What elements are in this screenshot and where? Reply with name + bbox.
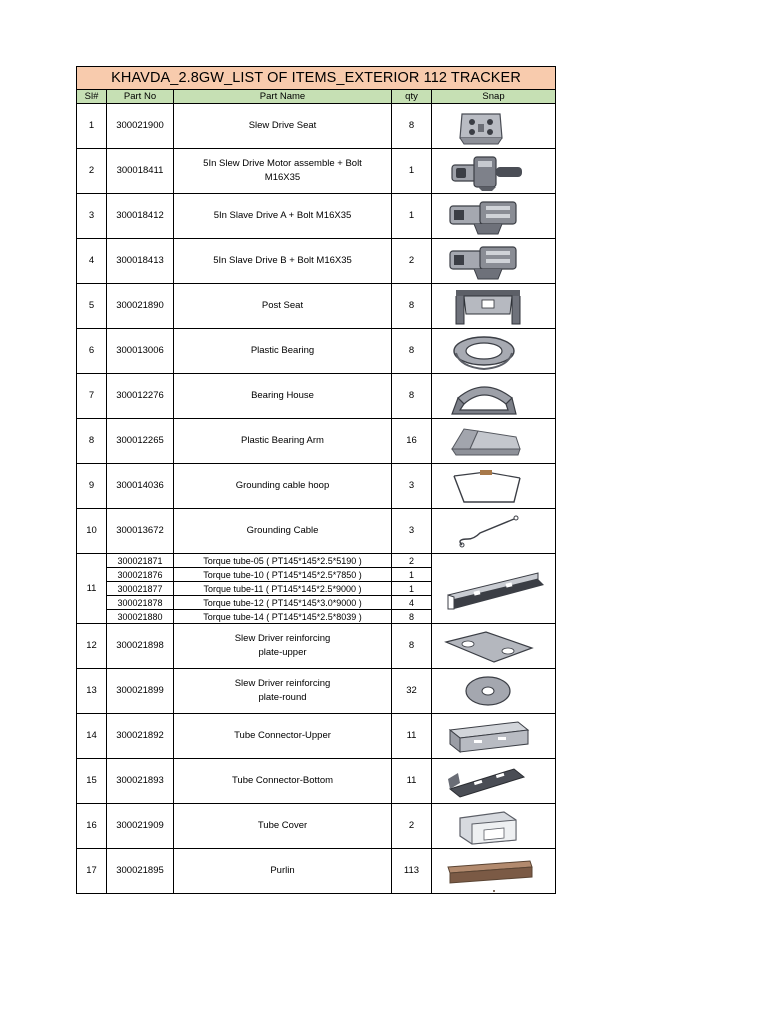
qty-cell: 8 [392, 104, 432, 149]
table-row [77, 759, 556, 804]
part-name-cell [174, 849, 392, 894]
part-name-line: Purlin [270, 865, 295, 876]
part-name-cell: Torque tube-11 ( PT145*145*2.5*9000 ) [174, 582, 392, 596]
sl-cell: 1 [77, 104, 107, 149]
plastic-bearing-icon [434, 329, 554, 373]
qty-cell: 1 [392, 568, 432, 582]
part-no-cell: 300012276 [107, 374, 174, 419]
qty-cell: 8 [392, 284, 432, 329]
part-name-cell [174, 804, 392, 849]
part-no-cell: 300021892 [107, 714, 174, 759]
tube-connector-upper-icon [434, 714, 554, 758]
part-no-cell: 300012265 [107, 419, 174, 464]
part-no-cell: 300021880 [107, 610, 174, 624]
torque-tube-icon [434, 567, 554, 611]
part-name-line: Slew Drive Seat [248, 120, 317, 131]
qty-cell: 3 [392, 509, 432, 554]
table-row [77, 714, 556, 759]
part-name-cell: Torque tube-05 ( PT145*145*2.5*5190 ) [174, 554, 392, 568]
table-row [77, 509, 556, 554]
qty-cell: 32 [392, 669, 432, 714]
part-name-cell: Torque tube-14 ( PT145*145*2.5*8039 ) [174, 610, 392, 624]
part-name-cell [174, 669, 392, 714]
part-name-cell: Torque tube-12 ( PT145*145*3.0*9000 ) [174, 596, 392, 610]
sl-cell: 10 [77, 509, 107, 554]
part-name-line: plate-round [258, 692, 307, 703]
reinforcing-plate-upper-icon [434, 624, 554, 668]
snap-cell [432, 509, 556, 554]
part-name-line: Grounding Cable [246, 525, 319, 536]
part-no-cell: 300021878 [107, 596, 174, 610]
snap-cell [432, 714, 556, 759]
table-row [77, 849, 556, 894]
snap-cell [432, 554, 556, 624]
sl-cell: 16 [77, 804, 107, 849]
grounding-cable-hoop-icon [434, 464, 554, 508]
qty-cell: 1 [392, 149, 432, 194]
part-name-line: Tube Cover [257, 820, 308, 831]
part-name-line: Tube Connector-Bottom [231, 775, 334, 786]
header-snap: Snap [432, 90, 556, 104]
table-row [77, 239, 556, 284]
slave-drive-b-icon [434, 239, 554, 283]
part-name-cell [174, 624, 392, 669]
part-name-cell [174, 149, 392, 194]
part-name-cell: Torque tube-10 ( PT145*145*2.5*7850 ) [174, 568, 392, 582]
sl-cell: 15 [77, 759, 107, 804]
qty-cell: 11 [392, 759, 432, 804]
part-no-cell: 300021909 [107, 804, 174, 849]
part-name-cell [174, 239, 392, 284]
part-name-line: Slew Driver reinforcing [234, 678, 331, 689]
table-row [77, 804, 556, 849]
part-name-cell [174, 759, 392, 804]
part-name-line: M16X35 [264, 172, 301, 183]
part-name-line: Plastic Bearing [250, 345, 315, 356]
sl-cell: 17 [77, 849, 107, 894]
part-name-line: Grounding cable hoop [235, 480, 330, 491]
part-no-cell: 300013006 [107, 329, 174, 374]
table-row [77, 284, 556, 329]
part-name-line: Tube Connector-Upper [234, 730, 331, 741]
sheet-title: KHAVDA_2.8GW_LIST OF ITEMS_EXTERIOR 112 TRACKER [77, 67, 556, 90]
sl-cell: 11 [77, 554, 107, 624]
parts-rows [77, 104, 556, 894]
table-row [77, 669, 556, 714]
sl-cell: 4 [77, 239, 107, 284]
snap-cell [432, 149, 556, 194]
snap-cell [432, 624, 556, 669]
qty-cell: 113 [392, 849, 432, 894]
table-row [77, 554, 556, 568]
part-no-cell: 300018412 [107, 194, 174, 239]
part-no-cell: 300013672 [107, 509, 174, 554]
sl-cell: 8 [77, 419, 107, 464]
sl-cell: 7 [77, 374, 107, 419]
sl-cell: 5 [77, 284, 107, 329]
part-name-line: 5In Slew Drive Motor assemble + Bolt [203, 158, 362, 169]
part-no-cell: 300018411 [107, 149, 174, 194]
part-no-cell: 300018413 [107, 239, 174, 284]
snap-cell [432, 759, 556, 804]
part-name-cell [174, 284, 392, 329]
part-name-line: plate-upper [258, 647, 307, 658]
post-seat-icon [434, 284, 554, 328]
table-row [77, 104, 556, 149]
part-name-cell [174, 509, 392, 554]
qty-cell: 16 [392, 419, 432, 464]
table-row [77, 194, 556, 239]
table-row [77, 149, 556, 194]
grounding-cable-icon [434, 509, 554, 553]
part-name-cell [174, 464, 392, 509]
qty-cell: 1 [392, 194, 432, 239]
part-no-cell: 300021871 [107, 554, 174, 568]
part-name-cell [174, 194, 392, 239]
header-part-no: Part No [107, 90, 174, 104]
snap-cell [432, 849, 556, 894]
qty-cell: 2 [392, 804, 432, 849]
sl-cell: 12 [77, 624, 107, 669]
qty-cell: 8 [392, 374, 432, 419]
part-no-cell: 300021890 [107, 284, 174, 329]
part-no-cell: 300021893 [107, 759, 174, 804]
snap-cell [432, 239, 556, 284]
tube-cover-icon [434, 804, 554, 848]
qty-cell: 1 [392, 582, 432, 596]
purlin-icon [434, 849, 554, 893]
slew-drive-seat-icon [434, 104, 554, 148]
sl-cell: 13 [77, 669, 107, 714]
qty-cell: 3 [392, 464, 432, 509]
snap-cell [432, 669, 556, 714]
qty-cell: 4 [392, 596, 432, 610]
part-no-cell: 300021877 [107, 582, 174, 596]
snap-cell [432, 284, 556, 329]
part-name-line: Slew Driver reinforcing [234, 633, 331, 644]
part-no-cell: 300021898 [107, 624, 174, 669]
qty-cell: 2 [392, 554, 432, 568]
parts-list-table [76, 66, 556, 894]
part-name-line: 5In Slave Drive B + Bolt M16X35 [213, 255, 352, 266]
part-name-cell [174, 714, 392, 759]
snap-cell [432, 104, 556, 149]
qty-cell: 8 [392, 610, 432, 624]
part-name-line: Plastic Bearing Arm [241, 435, 324, 446]
sl-cell: 14 [77, 714, 107, 759]
part-name-line: Bearing House [251, 390, 314, 401]
qty-cell: 8 [392, 624, 432, 669]
header-part-name: Part Name [174, 90, 392, 104]
part-no-cell: 300021899 [107, 669, 174, 714]
reinforcing-plate-round-icon [434, 669, 554, 713]
sl-cell: 6 [77, 329, 107, 374]
part-name-line: 5In Slave Drive A + Bolt M16X35 [213, 210, 352, 221]
snap-cell [432, 374, 556, 419]
qty-cell: 2 [392, 239, 432, 284]
qty-cell: 11 [392, 714, 432, 759]
slew-drive-motor-icon [434, 149, 554, 193]
part-name-cell [174, 104, 392, 149]
bearing-house-icon [434, 374, 554, 418]
part-no-cell: 300021895 [107, 849, 174, 894]
part-name-cell [174, 374, 392, 419]
table-row [77, 624, 556, 669]
table-row [77, 374, 556, 419]
table-row [77, 464, 556, 509]
header-sl: Sl# [77, 90, 107, 104]
part-name-cell [174, 329, 392, 374]
part-no-cell: 300014036 [107, 464, 174, 509]
table-row [77, 329, 556, 374]
snap-cell [432, 194, 556, 239]
sl-cell: 3 [77, 194, 107, 239]
part-no-cell: 300021900 [107, 104, 174, 149]
snap-cell [432, 419, 556, 464]
sl-cell: 2 [77, 149, 107, 194]
part-name-line: Post Seat [261, 300, 304, 311]
table-row [77, 419, 556, 464]
sl-cell: 9 [77, 464, 107, 509]
snap-cell [432, 464, 556, 509]
part-no-cell: 300021876 [107, 568, 174, 582]
snap-cell [432, 804, 556, 849]
tube-connector-bottom-icon [434, 759, 554, 803]
qty-cell: 8 [392, 329, 432, 374]
slave-drive-a-icon [434, 194, 554, 238]
part-name-cell [174, 419, 392, 464]
plastic-bearing-arm-icon [434, 419, 554, 463]
header-qty: qty [392, 90, 432, 104]
snap-cell [432, 329, 556, 374]
